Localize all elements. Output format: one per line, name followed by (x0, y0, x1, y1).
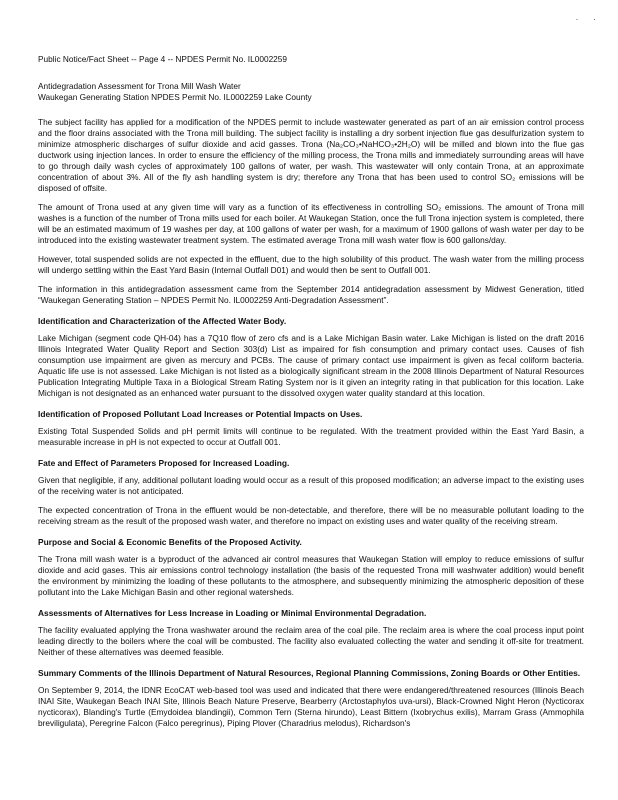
paragraph-suspended-solids: However, total suspended solids are not expected in the effluent, due to the high solubility of this product. The wash water from the milling process will undergo settling within the East Yard Basin (Internal Outfall D01) and would then be sent to Outfall 001. (38, 254, 584, 275)
paragraph-permit-limits: Existing Total Suspended Solids and pH permit limits will continue to be regulated. With the treatment provided within the East Yard Basin, a measurable increase in pH is not expected to occur at Outfall 001. (38, 426, 584, 447)
assessment-title: Antidegradation Assessment for Trona Mill Wash Water (38, 81, 241, 91)
page-content (38, 54, 584, 737)
heading-benefits: Purpose and Social & Economic Benefits of the Proposed Activity. (38, 537, 302, 547)
heading-water-body: Identification and Characterization of the Affected Water Body. (38, 316, 287, 326)
paragraph-ecocat: On September 9, 2014, the IDNR EcoCAT web-based tool was used and indicated that there were endangered/threatened resources (Illinois Beach INAI Site, Waukegan Beach INAI Site, Illinois Beach Nature Preserve, Bearberry (Arctostaphylos uva-ursi), Black-Crowned Night Heron (Nycticorax nycticorax), Blanding's Turtle (Emydoidea blandingii), Common Tern (Sterna hirundo), Least Bittern (Ixobrychus exilis), Marram Grass (Ammophila breviligulata), Peregrine Falcon (Falco peregrinus), Piping Plover (Charadrius melodus), Richardson's (38, 685, 584, 728)
page-header: Public Notice/Fact Sheet -- Page 4 -- NPDES Permit No. IL0002259 (38, 54, 288, 64)
paragraph-negligible-loading: Given that negligible, if any, additional pollutant loading would occur as a result of this proposed modification; an adverse impact to the existing uses of the receiving water is not anticipated. (38, 475, 584, 496)
paragraph-air-control: The Trona mill wash water is a byproduct of the advanced air control measures that Waukegan Station will employ to reduce emissions of sulfur dioxide and acid gases. This air emissions control technology installation (the basis of the requested Trona mill washwater addition) would benefit the environment by minimizing the loading of these pollutants to the atmosphere, and subsequently minimizing the atmospheric deposition of these pollutant into the Lake Michigan Basin and other regional watersheds. (38, 554, 584, 597)
heading-summary-comments: Summary Comments of the Illinois Department of Natural Resources, Regional Planning Commissions, Zoning Boards or Other Entities. (38, 668, 581, 678)
heading-pollutant-load: Identification of Proposed Pollutant Load Increases or Potential Impacts on Uses. (38, 409, 363, 419)
facility-line: Waukegan Generating Station NPDES Permit No. IL0002259 Lake County (38, 92, 312, 102)
paragraph-lake-michigan: Lake Michigan (segment code QH-04) has a 7Q10 flow of zero cfs and is a Lake Michigan Basin water. Lake Michigan is listed on the draft 2016 Illinois Integrated Water Quality Report and Section 303(d) List as impaired for fish consumption and primary contact uses. Causes of fish consumption use impairment are given as mercury and PCBs. The cause of primary contact use impairment is given as fecal coliform bacteria. Aquatic life use is not assessed. Lake Michigan is not listed as a biologically significant stream in the 2008 Illinois Department of Natural Resources Publication Integrating Multiple Taxa in a Biological Stream Rating System nor is it given an integrity rating in that publication for this location. Lake Michigan is not designated as an enhanced water pursuant to the dissolved oxygen water quality standard at this location. (38, 333, 584, 398)
scan-marks: · · (575, 14, 602, 24)
paragraph-trona-concentration: The expected concentration of Trona in the effluent would be non-detectable, and therefore, there will be no measurable pollutant loading to the receiving stream as the result of the proposed wash water, and therefore no impact on existing uses and water quality of the receiving stream. (38, 505, 584, 526)
paragraph-alternatives: The facility evaluated applying the Trona washwater around the reclaim area of the coal pile. The reclaim area is where the coal process input point leading directly to the boilers where the coal will be combusted. The facility also evaluated collecting the water and sending it off-site for treatment. Neither of these alternatives was deemed feasible. (38, 625, 584, 657)
heading-alternatives: Assessments of Alternatives for Less Increase in Loading or Minimal Environmental Degradation. (38, 608, 427, 618)
heading-fate-effect: Fate and Effect of Parameters Proposed for Increased Loading. (38, 458, 290, 468)
paragraph-trona-amount: The amount of Trona used at any given time will vary as a function of its effectiveness in controlling SO₂ emissions. The amount of Trona mill washes is a function of the number of Trona mills used for each boiler. At Waukegan Station, once the full Trona injection system is completed, there will be an estimated maximum of 19 washes per day, at 100 gallons of water per wash, for a maximum of 1900 gallons of wash water per day to be introduced into the existing wastewater treatment system. The estimated average Trona mill wash water flow is 600 gallons/day. (38, 202, 584, 245)
paragraph-facility-modification: The subject facility has applied for a modification of the NPDES permit to include wastewater generated as part of an air emission control process and the floor drains associated with the Trona mill building. The subject facility is installing a dry sorbent injection flue gas desulfurization system to minimize atmospheric discharges of sulfur dioxide and acid gasses. Trona (Na₂CO₃•NaHCO₃•2H₂O) will be milled and blown into the flue gas ductwork using injection lances. In order to ensure the efficiency of the milling process, the Trona mills and immediately surrounding areas will have to go through daily wash cycles of approximately 100 gallons of water, per wash. This wastewater will only contain Trona, at an approximate concentration of about 3%. All of the fly ash handling system is dry; therefore any Trona that has been used to control SO₂ emissions will be disposed of offsite. (38, 117, 584, 193)
paragraph-information-source: The information in this antidegradation assessment came from the September 2014 antidegradation assessment by Midwest Generation, titled “Waukegan Generating Station – NPDES Permit No. IL0002259 Anti-Degradation Assessment”. (38, 284, 584, 305)
